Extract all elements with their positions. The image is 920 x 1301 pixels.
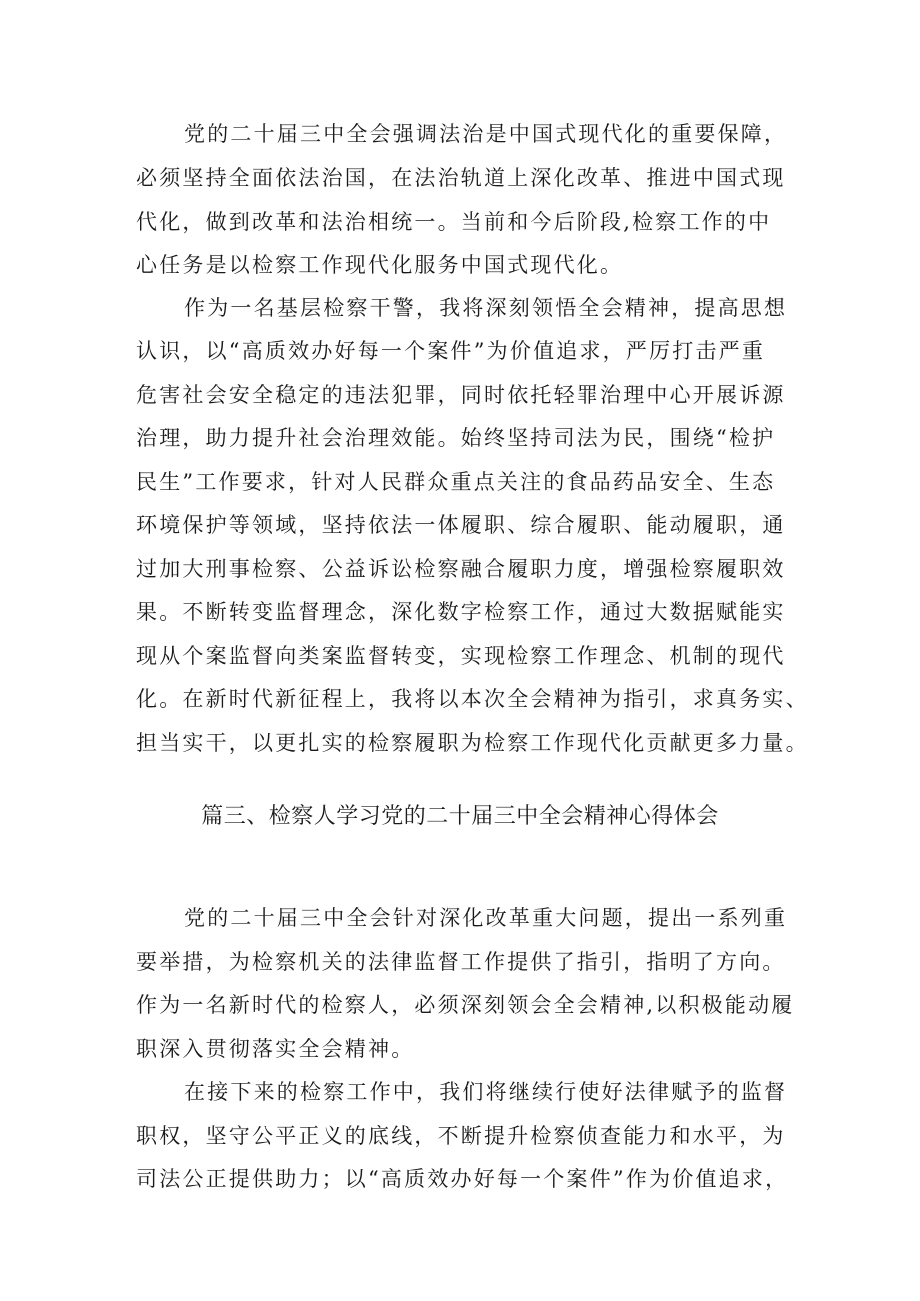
text-line: 环境保护等领域，坚持依法一体履职、综合履职、能动履职，通 [136, 513, 786, 537]
text-line: 司法公正提供助力；以“高质效办好每一个案件”作为价值追求， [136, 1167, 789, 1191]
text-line: 过加大刑事检察、公益诉讼检察融合履职力度，增强检察履职效 [136, 557, 786, 581]
text-line: 必须坚持全面依法治国，在法治轨道上深化改革、推进中国式现 [136, 166, 786, 190]
text-line: 心任务是以检察工作现代化服务中国式现代化。 [136, 253, 624, 277]
text-line: 危害社会安全稳定的违法犯罪，同时依托轻罪治理中心开展诉源 [136, 383, 786, 407]
text-line: 治理，助力提升社会治理效能。始终坚持司法为民，围绕“检护 [136, 426, 776, 450]
text-line: 要举措，为检察机关的法律监督工作提供了指引，指明了方向。 [136, 950, 786, 974]
text-line: 职权，坚守公平正义的底线，不断提升检察侦查能力和水平，为 [136, 1124, 786, 1148]
text-line: 担当实干，以更扎实的检察履职为检察工作现代化贡献更多力量。 [136, 731, 809, 755]
text-line: 现从个案监督向类案监督转变，实现检察工作理念、机制的现代 [136, 644, 786, 668]
text-line: 在接下来的检察工作中，我们将继续行使好法律赋予的监督 [184, 1080, 788, 1104]
text-line: 党的二十届三中全会针对深化改革重大问题，提出一系列重 [184, 906, 788, 930]
text-line: 党的二十届三中全会强调法治是中国式现代化的重要保障， [184, 122, 788, 146]
text-line: 民生”工作要求，针对人民群众重点关注的食品药品安全、生态 [136, 470, 776, 494]
text-line: 化。在新时代新征程上，我将以本次全会精神为指引，求真务实、 [136, 687, 809, 711]
text-line: 认识，以“高质效办好每一个案件”为价值追求，严厉打击严重 [136, 339, 766, 363]
text-line: 作为一名基层检察干警，我将深刻领悟全会精神，提高思想 [184, 296, 788, 320]
section-heading: 篇三、检察人学习党的二十届三中全会精神心得体会 [201, 804, 719, 829]
text-line: 作为一名新时代的检察人，必须深刻领会全会精神,以积极能动履 [136, 993, 795, 1017]
text-line: 果。不断转变监督理念，深化数字检察工作，通过大数据赋能实 [136, 600, 786, 624]
text-line: 职深入贯彻落实全会精神。 [136, 1037, 415, 1061]
text-line: 代化，做到改革和法治相统一。当前和今后阶段,检察工作的中 [136, 210, 772, 234]
